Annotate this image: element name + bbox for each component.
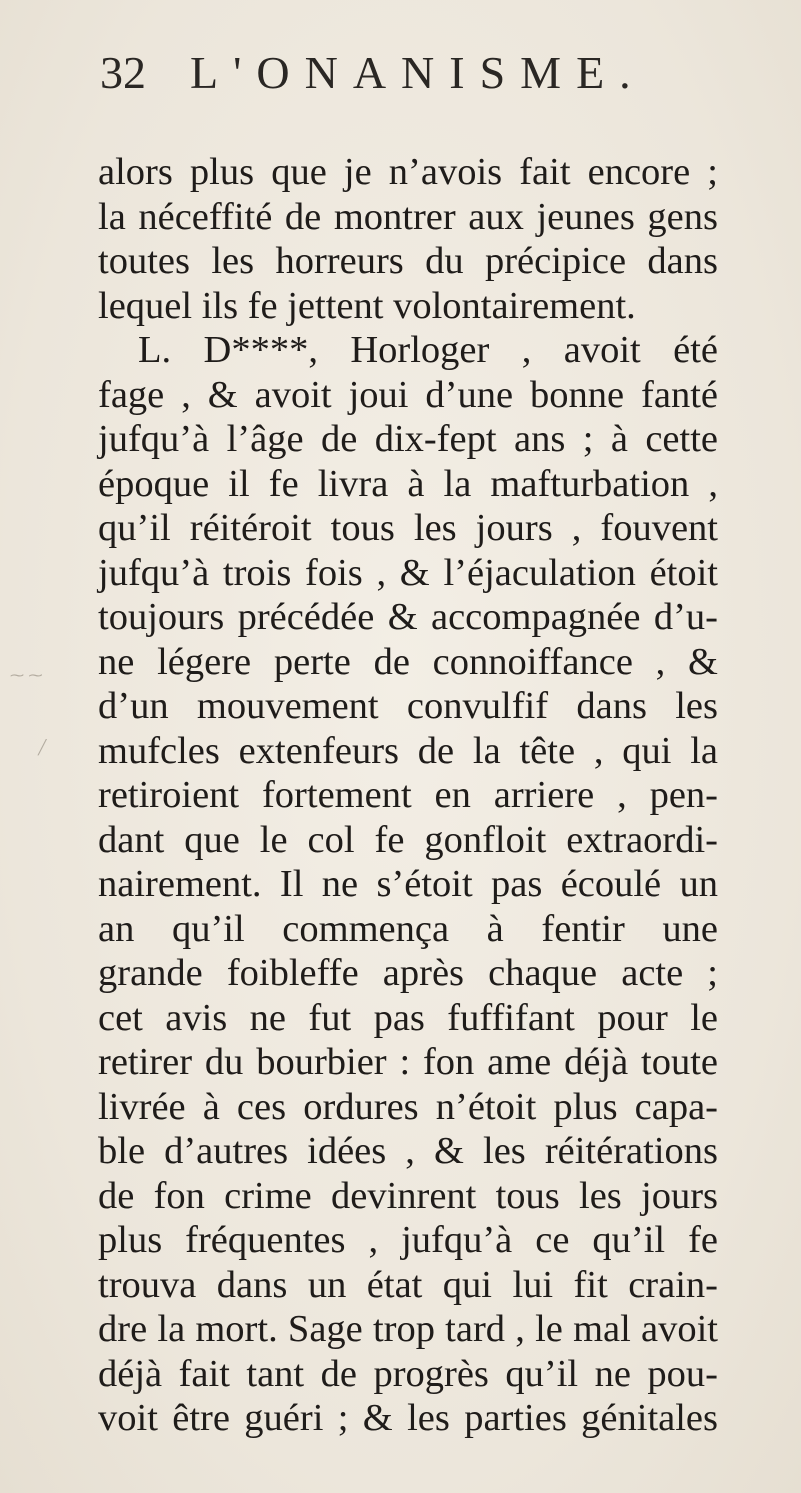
text-line: qu’il réitéroit tous les jours , fouvent: [98, 507, 718, 549]
text-line: dre la mort. Sage trop tard , le mal avoit: [98, 1308, 718, 1350]
text-line: nairement. Il ne s’étoit pas écoulé un: [98, 863, 718, 905]
text-line: jufqu’à trois fois , & l’éjaculation étoit: [98, 551, 718, 594]
text-line: alors plus que je n’avois fait encore ;: [98, 151, 718, 193]
text-line: dant que le col fe gonfloit extraordi-: [98, 818, 718, 861]
text-line: toujours précédée & accompagnée d’u-: [98, 596, 718, 638]
text-line: mufcles extenfeurs de la tête , qui la: [98, 729, 718, 772]
text-line: la néceffité de montrer aux jeunes gens: [98, 195, 718, 238]
margin-tick-icon: ╱: [38, 740, 47, 756]
running-head: [100, 46, 720, 99]
text-line: déjà fait tant de progrès qu’il ne pou-: [98, 1352, 718, 1395]
text-line: livrée à ces ordures n’étoit plus capa-: [98, 1085, 718, 1128]
text-line: voit être guéri ; & les parties génitales: [98, 1397, 718, 1439]
text-line: fage , & avoit joui d’une bonne fanté: [98, 373, 718, 416]
text-line: de fon crime devinrent tous les jours: [98, 1174, 718, 1217]
text-line: ne légere perte de connoiffance , &: [98, 640, 718, 683]
body-text: [98, 150, 718, 1441]
text-line: trouva dans un état qui lui fit crain-: [98, 1263, 718, 1306]
text-line: retiroient fortement en arriere , pen-: [98, 774, 718, 816]
text-line: plus fréquentes , jufqu’à ce qu’il fe: [98, 1219, 718, 1261]
text-line: époque il fe livra à la mafturbation ,: [98, 462, 718, 505]
text-line: jufqu’à l’âge de dix-fept ans ; à cette: [98, 418, 718, 460]
page-number: 32: [100, 47, 146, 98]
text-line: grande foibleffe après chaque acte ;: [98, 952, 718, 994]
text-line: cet avis ne fut pas fuffifant pour le: [98, 996, 718, 1039]
text-line: an qu’il commença à fentir une: [98, 907, 718, 950]
text-line: L. D****, Horloger , avoit été: [138, 329, 718, 371]
text-line: ble d’autres idées , & les réitérations: [98, 1130, 718, 1172]
text-line: d’un mouvement convulfif dans les: [98, 685, 718, 727]
text-line: toutes les horreurs du précipice dans: [98, 240, 718, 282]
running-title: L'ONANISME.: [190, 47, 646, 98]
text-line: retirer du bourbier : fon ame déjà toute: [98, 1041, 718, 1083]
text-line: lequel ils fe jettent volontairement.: [98, 284, 636, 327]
margin-smudge-icon: ⁓ ⁓: [10, 668, 43, 684]
